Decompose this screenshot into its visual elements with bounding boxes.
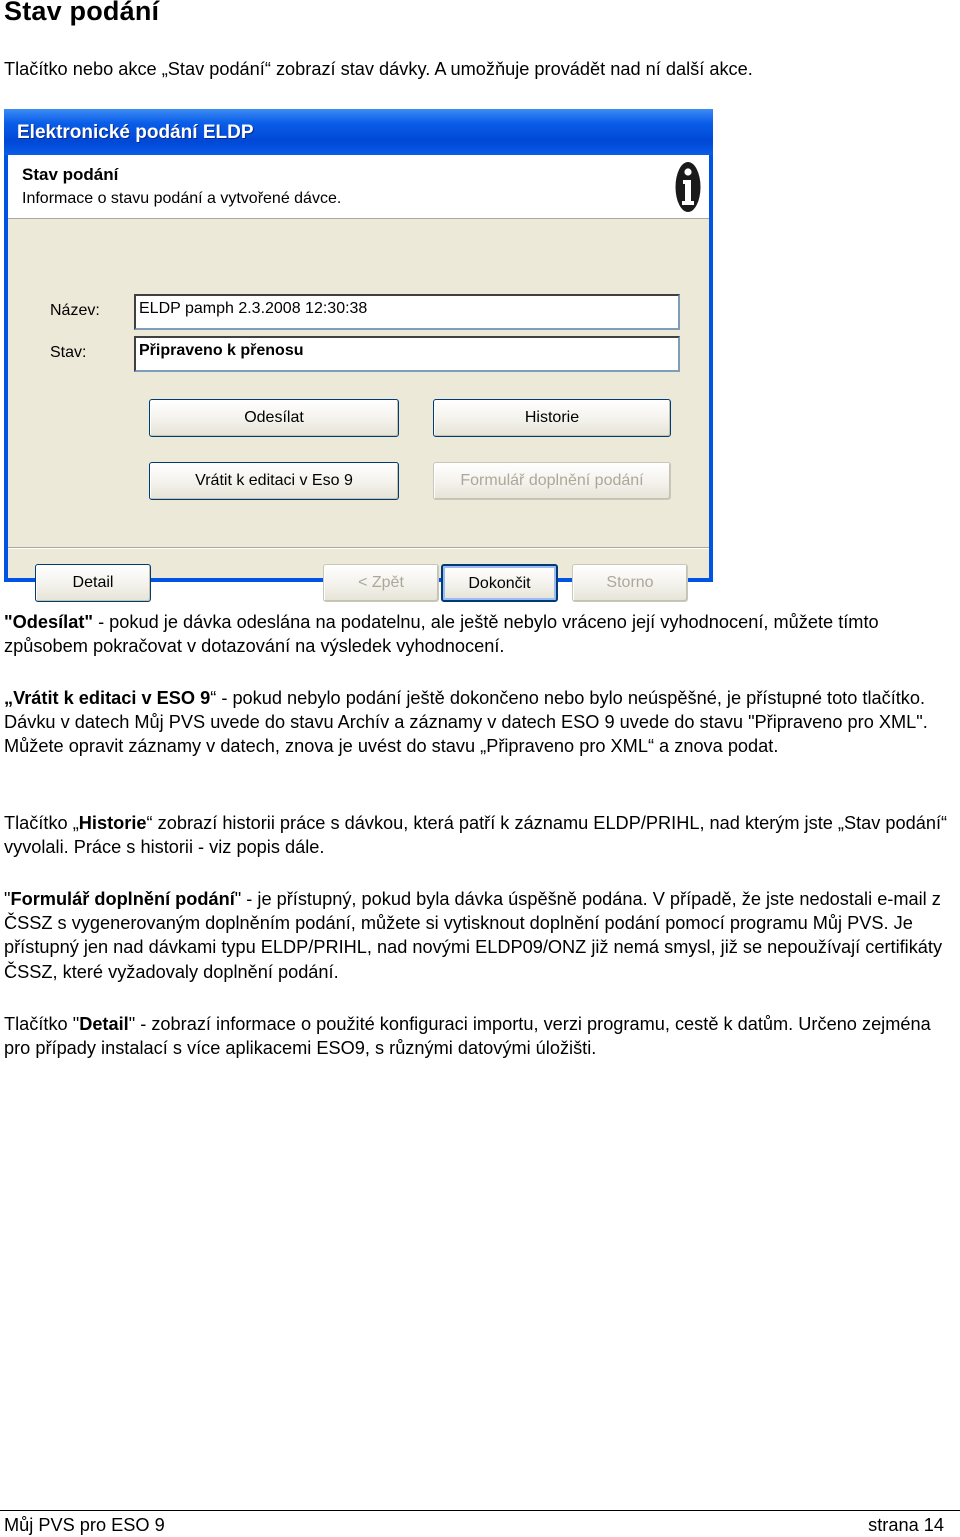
intro-text: Tlačítko nebo akce „Stav podání“ zobrazí stav dávky. A umožňuje provádět nad ní další akce. — [4, 59, 753, 79]
name-label: Název: — [50, 302, 100, 319]
finish-button[interactable]: Dokončit — [441, 564, 558, 602]
paragraph-detail: Tlačítko "Detail" - zobrazí informace o použité konfiguraci importu, verzi programu, cestě k datům. Určeno zejména pro případy instalací s více aplikacemi ESO9, s různými datovými úložišti. — [4, 1014, 931, 1059]
term-history: Historie — [78, 813, 147, 833]
paragraph-form: "Formulář doplnění podání" - je přístupný, pokud byla dávka úspěšně podána. V případě, že jste nedostali e-mail z ČSSZ s vygenerovaným doplněním podání, můžete si vytisknout doplnění podání pomocí programu Můj PVS. Je přístupný jen nad dávkami typu ELDP/PRIHL, nad novými ELDP09/ONZ již nemá smysl, již se nepoužívají certifikáty ČSSZ, které vyžadovaly doplnění podání. — [4, 889, 943, 982]
footer-rule — [0, 1510, 960, 1511]
paragraph-send: "Odesílat" - pokud je dávka odeslána na podatelnu, ale ještě nebylo vráceno její vyhodnocení, můžete tímto způsobem pokračovat v dotazování na výsledek vyhodnocení. — [4, 612, 879, 657]
paragraph-history: Tlačítko „Historie“ zobrazí historii práce s dávkou, která patří k záznamu ELDP/PRIHL, nad kterým jste „Stav podání“ vyvolali. Práce s historii - viz popis dále. — [4, 813, 948, 858]
send-button[interactable]: Odesílat — [149, 399, 399, 437]
term-detail: Detail — [79, 1014, 129, 1034]
term-return-edit: „Vrátit k editaci v ESO 9 — [4, 688, 211, 708]
back-button[interactable]: < Zpět — [323, 564, 439, 602]
return-to-edit-button[interactable]: Vrátit k editaci v Eso 9 — [149, 462, 399, 500]
page-number: strana 14 — [868, 1515, 944, 1535]
history-button[interactable]: Historie — [433, 399, 671, 437]
dialog-header-subtitle: Informace o stavu podání a vytvořené dávce. — [22, 190, 342, 207]
paragraph-return-edit: „Vrátit k editaci v ESO 9“ - pokud nebylo podání ještě dokončeno nebo bylo neúspěšné, je přístupné toto tlačítko. Dávku v datech Můj PVS uvede do stavu Archív a záznamy v datech ESO 9 uvede do stavu "Připraveno pro XML". Můžete opravit záznamy v datech, znova je uvést do stavu „Připraveno pro XML“ a znova podat. — [4, 688, 928, 757]
supplement-form-button[interactable]: Formulář doplnění podání — [433, 462, 671, 500]
dialog-header — [8, 155, 709, 219]
name-field[interactable]: ELDP pamph 2.3.2008 12:30:38 — [134, 294, 680, 330]
window-title: Elektronické podání ELDP — [17, 122, 254, 143]
term-form: Formulář doplnění podání — [10, 889, 235, 909]
cancel-button[interactable]: Storno — [572, 564, 688, 602]
dialog-header-title: Stav podání — [22, 165, 119, 184]
term-send: "Odesílat" — [4, 612, 94, 632]
button-separator — [8, 547, 709, 549]
dialog-screenshot — [4, 109, 713, 592]
dialog-client-area — [8, 155, 709, 592]
state-label: Stav: — [50, 344, 87, 361]
window-titlebar — [4, 109, 713, 155]
page-title: Stav podání — [4, 0, 160, 26]
footer-title: Můj PVS pro ESO 9 — [4, 1515, 165, 1535]
detail-button[interactable]: Detail — [35, 564, 151, 602]
info-icon — [675, 161, 701, 213]
state-field[interactable]: Připraveno k přenosu — [134, 336, 680, 372]
